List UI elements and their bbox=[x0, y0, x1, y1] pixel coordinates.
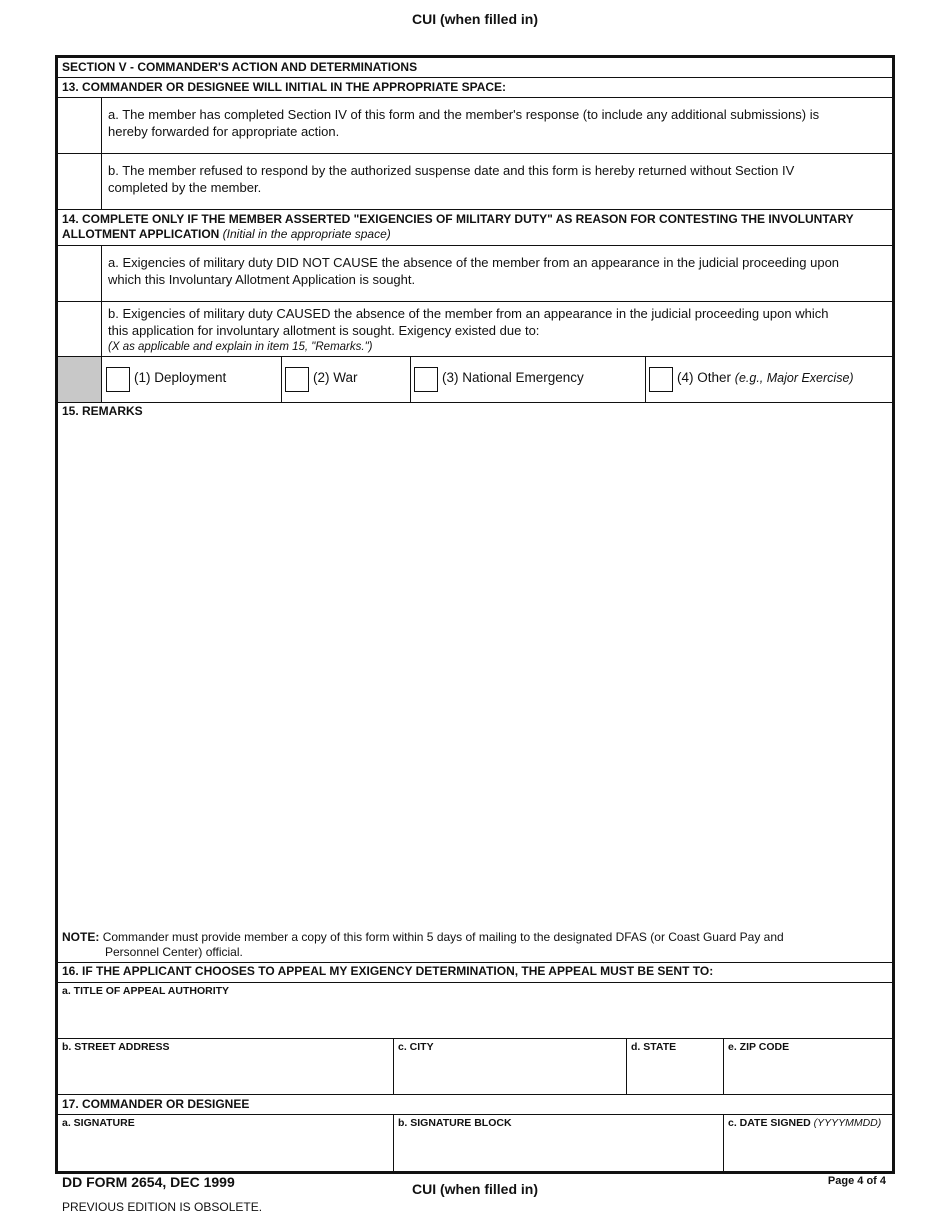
item-14a-row bbox=[58, 246, 892, 302]
divider-16-zip bbox=[723, 1038, 724, 1094]
item-17c-format: (YYYYMMDD) bbox=[813, 1117, 882, 1129]
deployment-label: (1) Deployment bbox=[134, 370, 227, 385]
item-14a-initial-field[interactable] bbox=[58, 246, 102, 301]
cui-marking-bottom: CUI (when filled in) bbox=[412, 1181, 538, 1197]
item-13a-text: a. The member has completed Section IV of this form and the member's response (to include any additional submissions) is hereby forwarded for appropriate action. bbox=[108, 107, 820, 139]
national-emergency-label: (3) National Emergency bbox=[442, 370, 584, 385]
item-17a-label: a. SIGNATURE bbox=[62, 1117, 135, 1129]
item-16d-label: d. STATE bbox=[631, 1041, 677, 1053]
signature-field[interactable] bbox=[60, 1130, 390, 1172]
note-text: Commander must provide member a copy of this form within 5 days of mailing to the designated DFAS (or Coast Guard Pay and bbox=[102, 930, 784, 944]
item-13a-initial-field[interactable] bbox=[58, 98, 102, 153]
item-14b-row bbox=[58, 302, 892, 357]
item-16c-label: c. CITY bbox=[398, 1041, 434, 1053]
divider-17a bbox=[58, 1114, 892, 1115]
note-text-continued: Personnel Center) official. bbox=[105, 944, 243, 959]
divider-17-block bbox=[393, 1114, 394, 1174]
divider-16 bbox=[58, 962, 892, 963]
item-14a-text: a. Exigencies of military duty DID NOT CAUSE the absence of the member from an appearance in the judicial proceeding upon which this Involuntary Allotment Application is sought. bbox=[108, 255, 840, 287]
zip-code-field[interactable] bbox=[726, 1054, 890, 1092]
item-17c-label-text: c. DATE SIGNED bbox=[728, 1117, 811, 1129]
appeal-authority-field[interactable] bbox=[60, 998, 890, 1036]
form-identifier: DD FORM 2654, DEC 1999 bbox=[62, 1174, 235, 1190]
city-field[interactable] bbox=[396, 1054, 624, 1092]
street-address-field[interactable] bbox=[60, 1054, 390, 1092]
item-14b-text-block bbox=[108, 306, 852, 356]
item-16e-label: e. ZIP CODE bbox=[728, 1041, 790, 1053]
item-16-title: 16. IF THE APPLICANT CHOOSES TO APPEAL MY EXIGENCY DETERMINATION, THE APPEAL MUST BE SENT TO: bbox=[62, 964, 714, 978]
item-13-title: 13. COMMANDER OR DESIGNEE WILL INITIAL IN THE APPROPRIATE SPACE: bbox=[58, 78, 892, 98]
other-label-text: (4) Other bbox=[677, 370, 732, 385]
remarks-field[interactable] bbox=[62, 420, 888, 926]
option-deployment bbox=[103, 357, 282, 402]
page-number: Page 4 of 4 bbox=[827, 1175, 886, 1187]
item-16b-label: b. STREET ADDRESS bbox=[62, 1041, 170, 1053]
divider-16-state bbox=[626, 1038, 627, 1094]
section-v-title: SECTION V - COMMANDER'S ACTION AND DETERMINATIONS bbox=[58, 58, 892, 78]
item-13b-row bbox=[58, 154, 892, 210]
shaded-cell bbox=[58, 357, 102, 402]
divider-16-city bbox=[393, 1038, 394, 1094]
divider-17 bbox=[58, 1094, 892, 1095]
previous-edition-note: PREVIOUS EDITION IS OBSOLETE. bbox=[62, 1200, 263, 1214]
item-14b-note: (X as applicable and explain in item 15, "Remarks.") bbox=[108, 341, 373, 353]
item-17c-label bbox=[728, 1117, 881, 1129]
item-14-title-text: 14. COMPLETE ONLY IF THE MEMBER ASSERTED "EXIGENCIES OF MILITARY DUTY" AS REASON FOR CONTESTING THE INVOLUNTARY ALLOTMENT APPLICATION bbox=[62, 212, 854, 241]
option-war bbox=[282, 357, 411, 402]
cui-marking-top: CUI (when filled in) bbox=[412, 11, 538, 27]
other-label bbox=[677, 370, 854, 385]
national-emergency-checkbox[interactable] bbox=[414, 367, 438, 392]
item-14b-options-row bbox=[58, 357, 892, 403]
option-other bbox=[646, 357, 892, 402]
other-checkbox[interactable] bbox=[649, 367, 673, 392]
item-13b-text: b. The member refused to respond by the authorized suspense date and this form is hereby returned without Section IV completed by the member. bbox=[108, 163, 795, 195]
war-checkbox[interactable] bbox=[285, 367, 309, 392]
item-17b-label: b. SIGNATURE BLOCK bbox=[398, 1117, 512, 1129]
item-13b-initial-field[interactable] bbox=[58, 154, 102, 209]
divider-16a bbox=[58, 982, 892, 983]
state-field[interactable] bbox=[629, 1054, 721, 1092]
remarks-note bbox=[62, 930, 842, 959]
item-15-title: 15. REMARKS bbox=[62, 404, 143, 418]
other-example: (e.g., Major Exercise) bbox=[734, 371, 854, 385]
form-section-v bbox=[55, 55, 895, 1174]
item-13a-row bbox=[58, 98, 892, 154]
divider-17-date bbox=[723, 1114, 724, 1174]
item-14-title-note: (Initial in the appropriate space) bbox=[222, 227, 391, 241]
note-label: NOTE: bbox=[62, 930, 100, 944]
option-national-emergency bbox=[411, 357, 646, 402]
divider-16b bbox=[58, 1038, 892, 1039]
deployment-checkbox[interactable] bbox=[106, 367, 130, 392]
item-16a-label: a. TITLE OF APPEAL AUTHORITY bbox=[62, 985, 230, 997]
signature-block-field[interactable] bbox=[396, 1130, 721, 1172]
item-14-title bbox=[58, 210, 892, 246]
item-14b-text: b. Exigencies of military duty CAUSED the absence of the member from an appearance in the judicial proceeding upon which this application for involuntary allotment is sought. Exigency existed due to: bbox=[108, 306, 829, 338]
date-signed-field[interactable] bbox=[726, 1130, 890, 1172]
item-17-title: 17. COMMANDER OR DESIGNEE bbox=[62, 1097, 250, 1111]
war-label: (2) War bbox=[313, 370, 358, 385]
item-14b-initial-field[interactable] bbox=[58, 302, 102, 356]
